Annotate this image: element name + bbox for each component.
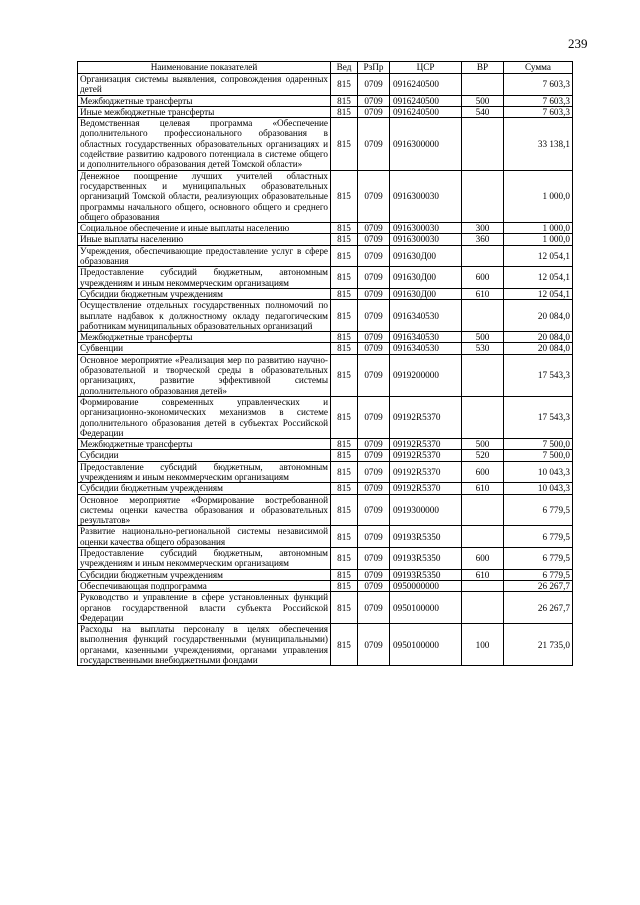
cell-csr: 0916340530 (390, 332, 462, 343)
cell-sum: 6 779,5 (504, 548, 573, 570)
cell-ved: 815 (331, 300, 358, 332)
cell-vr (462, 592, 504, 624)
cell-name: Субсидии бюджетным учреждениям (78, 288, 331, 299)
cell-sum: 6 779,5 (504, 494, 573, 526)
cell-vr (462, 170, 504, 222)
cell-name: Расходы на выплаты персоналу в целях обеспечения выполнения функций государственными (муниципальными) органами, казенными учреждениями, органами управления государственными внебюджетными фондами (78, 624, 331, 666)
cell-csr: 09193R5350 (390, 569, 462, 580)
cell-sum: 6 779,5 (504, 569, 573, 580)
cell-rzpr: 0709 (358, 106, 390, 117)
table-row (78, 483, 573, 494)
cell-vr: 520 (462, 450, 504, 461)
table-row (78, 245, 573, 267)
header-rzpr: РзПр (358, 62, 390, 74)
table-row (78, 74, 573, 96)
cell-csr: 0916300000 (390, 118, 462, 170)
cell-vr: 600 (462, 267, 504, 289)
cell-name: Предоставление субсидий бюджетным, автономным учреждениям и иным некоммерческим организациям (78, 267, 331, 289)
cell-vr: 500 (462, 95, 504, 106)
cell-rzpr: 0709 (358, 461, 390, 483)
table-row (78, 461, 573, 483)
table-row (78, 300, 573, 332)
cell-csr: 09192R5370 (390, 396, 462, 438)
cell-name: Субсидии бюджетным учреждениям (78, 483, 331, 494)
cell-name: Межбюджетные трансферты (78, 95, 331, 106)
cell-ved: 815 (331, 267, 358, 289)
table-row (78, 548, 573, 570)
cell-csr: 09193R5350 (390, 548, 462, 570)
table-row (78, 106, 573, 117)
cell-vr: 500 (462, 439, 504, 450)
cell-vr: 300 (462, 223, 504, 234)
cell-rzpr: 0709 (358, 288, 390, 299)
table-row (78, 526, 573, 548)
cell-name: Предоставление субсидий бюджетным, автономным учреждениям и иным некоммерческим организациям (78, 461, 331, 483)
cell-rzpr: 0709 (358, 267, 390, 289)
table-row (78, 494, 573, 526)
table-row (78, 234, 573, 245)
cell-csr: 0919300000 (390, 494, 462, 526)
cell-sum: 1 000,0 (504, 234, 573, 245)
cell-sum: 10 043,3 (504, 483, 573, 494)
table-header (78, 62, 573, 74)
cell-rzpr: 0709 (358, 223, 390, 234)
cell-sum: 12 054,1 (504, 267, 573, 289)
cell-name: Социальное обеспечение и иные выплаты населению (78, 223, 331, 234)
cell-vr (462, 494, 504, 526)
cell-name: Субвенции (78, 343, 331, 354)
cell-vr: 500 (462, 332, 504, 343)
table-row (78, 580, 573, 591)
cell-ved: 815 (331, 106, 358, 117)
cell-sum: 1 000,0 (504, 170, 573, 222)
cell-csr: 0916340530 (390, 300, 462, 332)
cell-sum: 21 735,0 (504, 624, 573, 666)
table-row (78, 118, 573, 170)
cell-name: Денежное поощрение лучших учителей областных государственных и муниципальных образовательных организаций Томской области, реализующих образовательные программы начального общего, основного общего и среднего общего образования (78, 170, 331, 222)
cell-csr: 0916300030 (390, 234, 462, 245)
cell-vr: 540 (462, 106, 504, 117)
cell-ved: 815 (331, 118, 358, 170)
cell-csr: 091630Д00 (390, 267, 462, 289)
cell-name: Руководство и управление в сфере установленных функций органов государственной власти субъекта Российской Федерации (78, 592, 331, 624)
cell-ved: 815 (331, 343, 358, 354)
cell-name: Межбюджетные трансферты (78, 439, 331, 450)
cell-ved: 815 (331, 396, 358, 438)
cell-ved: 815 (331, 494, 358, 526)
table-row (78, 267, 573, 289)
cell-csr: 0916300030 (390, 170, 462, 222)
header-name: Наименование показателей (78, 62, 331, 74)
cell-ved: 815 (331, 526, 358, 548)
header-vr: ВР (462, 62, 504, 74)
cell-name: Организация системы выявления, сопровождения одаренных детей (78, 74, 331, 96)
cell-ved: 815 (331, 580, 358, 591)
cell-sum: 7 603,3 (504, 106, 573, 117)
table-row (78, 396, 573, 438)
cell-ved: 815 (331, 483, 358, 494)
cell-vr: 600 (462, 548, 504, 570)
cell-ved: 815 (331, 624, 358, 666)
table-row (78, 95, 573, 106)
cell-ved: 815 (331, 354, 358, 396)
header-row (78, 62, 573, 74)
header-csr: ЦСР (390, 62, 462, 74)
cell-rzpr: 0709 (358, 396, 390, 438)
cell-vr: 530 (462, 343, 504, 354)
cell-ved: 815 (331, 592, 358, 624)
cell-vr (462, 580, 504, 591)
cell-ved: 815 (331, 95, 358, 106)
cell-vr: 600 (462, 461, 504, 483)
cell-rzpr: 0709 (358, 118, 390, 170)
cell-csr: 0916240500 (390, 74, 462, 96)
cell-rzpr: 0709 (358, 526, 390, 548)
cell-csr: 0950100000 (390, 592, 462, 624)
cell-rzpr: 0709 (358, 569, 390, 580)
cell-name: Субсидии (78, 450, 331, 461)
cell-rzpr: 0709 (358, 494, 390, 526)
cell-ved: 815 (331, 288, 358, 299)
cell-vr (462, 526, 504, 548)
cell-csr: 09192R5370 (390, 461, 462, 483)
cell-ved: 815 (331, 245, 358, 267)
cell-sum: 26 267,7 (504, 580, 573, 591)
cell-name: Иные межбюджетные трансферты (78, 106, 331, 117)
budget-table (77, 61, 573, 666)
cell-csr: 0916340530 (390, 343, 462, 354)
cell-rzpr: 0709 (358, 332, 390, 343)
cell-ved: 815 (331, 223, 358, 234)
table-row (78, 170, 573, 222)
table-row (78, 439, 573, 450)
cell-sum: 20 084,0 (504, 332, 573, 343)
cell-sum: 12 054,1 (504, 288, 573, 299)
table-row (78, 450, 573, 461)
cell-ved: 815 (331, 439, 358, 450)
cell-rzpr: 0709 (358, 170, 390, 222)
cell-csr: 09192R5370 (390, 483, 462, 494)
cell-sum: 7 603,3 (504, 74, 573, 96)
cell-csr: 091630Д00 (390, 288, 462, 299)
cell-rzpr: 0709 (358, 95, 390, 106)
cell-vr (462, 396, 504, 438)
cell-ved: 815 (331, 74, 358, 96)
cell-rzpr: 0709 (358, 548, 390, 570)
cell-vr (462, 118, 504, 170)
cell-name: Обеспечивающая подпрограмма (78, 580, 331, 591)
cell-sum: 33 138,1 (504, 118, 573, 170)
cell-sum: 17 543,3 (504, 354, 573, 396)
cell-ved: 815 (331, 461, 358, 483)
cell-rzpr: 0709 (358, 439, 390, 450)
cell-name: Иные выплаты населению (78, 234, 331, 245)
cell-rzpr: 0709 (358, 234, 390, 245)
table-row (78, 354, 573, 396)
cell-sum: 7 500,0 (504, 439, 573, 450)
table-row (78, 223, 573, 234)
cell-csr: 0916240500 (390, 106, 462, 117)
header-ved: Вед (331, 62, 358, 74)
cell-rzpr: 0709 (358, 483, 390, 494)
cell-ved: 815 (331, 569, 358, 580)
cell-csr: 0916240500 (390, 95, 462, 106)
cell-ved: 815 (331, 548, 358, 570)
cell-name: Учреждения, обеспечивающие предоставление услуг в сфере образования (78, 245, 331, 267)
cell-vr: 360 (462, 234, 504, 245)
cell-rzpr: 0709 (358, 343, 390, 354)
table-body (78, 74, 573, 666)
cell-ved: 815 (331, 170, 358, 222)
cell-rzpr: 0709 (358, 450, 390, 461)
cell-rzpr: 0709 (358, 580, 390, 591)
cell-csr: 0919200000 (390, 354, 462, 396)
cell-sum: 7 603,3 (504, 95, 573, 106)
cell-vr (462, 74, 504, 96)
cell-vr: 610 (462, 288, 504, 299)
cell-rzpr: 0709 (358, 245, 390, 267)
cell-vr: 610 (462, 483, 504, 494)
cell-rzpr: 0709 (358, 300, 390, 332)
cell-csr: 09192R5370 (390, 450, 462, 461)
cell-ved: 815 (331, 332, 358, 343)
cell-name: Предоставление субсидий бюджетным, автономным учреждениям и иным некоммерческим организациям (78, 548, 331, 570)
header-sum: Сумма (504, 62, 573, 74)
cell-csr: 09192R5370 (390, 439, 462, 450)
cell-ved: 815 (331, 234, 358, 245)
cell-sum: 6 779,5 (504, 526, 573, 548)
cell-csr: 0950100000 (390, 624, 462, 666)
cell-name: Ведомственная целевая программа «Обеспечение дополнительного профессионального образования в областных государственных образовательных организациях и содействие развитию кадрового потенциала в системе общего и дополнительного образования детей Томской области» (78, 118, 331, 170)
cell-csr: 0916300030 (390, 223, 462, 234)
cell-csr: 0950000000 (390, 580, 462, 591)
cell-name: Основное мероприятие «Формирование востребованной системы оценки качества образования и образовательных результатов» (78, 494, 331, 526)
table-row (78, 592, 573, 624)
cell-sum: 7 500,0 (504, 450, 573, 461)
cell-vr: 100 (462, 624, 504, 666)
cell-sum: 26 267,7 (504, 592, 573, 624)
table-row (78, 569, 573, 580)
cell-vr (462, 245, 504, 267)
page-number: 239 (568, 36, 588, 51)
cell-rzpr: 0709 (358, 624, 390, 666)
table-row (78, 332, 573, 343)
cell-rzpr: 0709 (358, 74, 390, 96)
cell-csr: 091630Д00 (390, 245, 462, 267)
cell-name: Развитие национально-региональной системы независимой оценки качества общего образования (78, 526, 331, 548)
cell-name: Межбюджетные трансферты (78, 332, 331, 343)
cell-vr (462, 300, 504, 332)
cell-name: Основное мероприятие «Реализация мер по развитию научно-образовательной и творческой среды в образовательных организациях, развитие эффективной системы дополнительного образования детей» (78, 354, 331, 396)
cell-name: Формирование современных управленческих и организационно-экономических механизмов в системе дополнительного образования детей в субъектах Российской Федерации (78, 396, 331, 438)
cell-sum: 17 543,3 (504, 396, 573, 438)
cell-sum: 20 084,0 (504, 343, 573, 354)
table-row (78, 343, 573, 354)
table-row (78, 288, 573, 299)
cell-name: Осуществление отдельных государственных полномочий по выплате надбавок к должностному окладу педагогическим работникам муниципальных образовательных организаций (78, 300, 331, 332)
cell-vr (462, 354, 504, 396)
cell-sum: 10 043,3 (504, 461, 573, 483)
cell-rzpr: 0709 (358, 592, 390, 624)
cell-name: Субсидии бюджетным учреждениям (78, 569, 331, 580)
cell-sum: 1 000,0 (504, 223, 573, 234)
cell-csr: 09193R5350 (390, 526, 462, 548)
cell-vr: 610 (462, 569, 504, 580)
cell-sum: 12 054,1 (504, 245, 573, 267)
cell-rzpr: 0709 (358, 354, 390, 396)
cell-ved: 815 (331, 450, 358, 461)
table-row (78, 624, 573, 666)
cell-sum: 20 084,0 (504, 300, 573, 332)
